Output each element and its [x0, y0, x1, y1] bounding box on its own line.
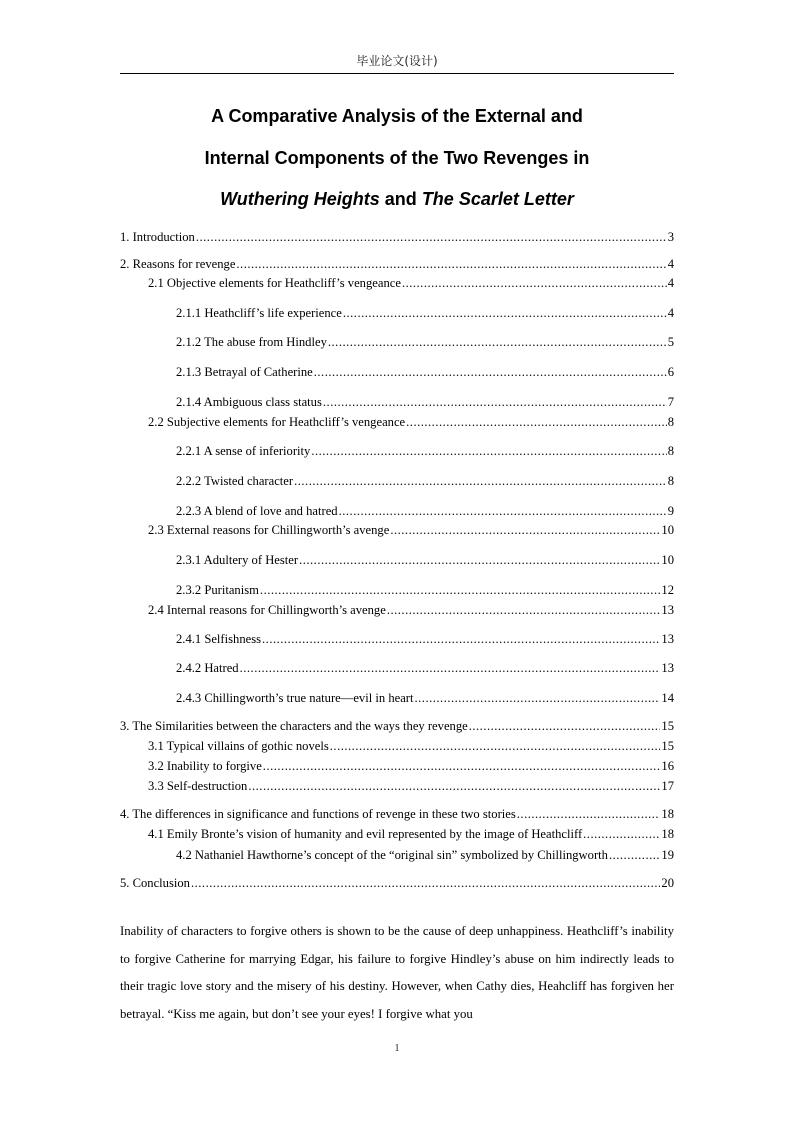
toc-leader-dots [263, 759, 661, 774]
toc-leader-dots [402, 276, 667, 291]
toc-entry-label: 2.4.2 Hatred [176, 661, 239, 675]
toc-entry[interactable] [176, 335, 674, 350]
toc-entry-label: 2.1.1 Heathcliff’s life experience [176, 306, 342, 320]
toc-entry[interactable] [148, 523, 674, 538]
toc-entry-label: 4. The differences in significance and functions of revenge in these two stories [120, 807, 516, 821]
toc-entry[interactable] [176, 306, 674, 321]
toc-leader-dots [196, 230, 667, 245]
toc-entry-label: 5. Conclusion [120, 876, 190, 890]
toc-entry[interactable] [176, 504, 674, 519]
running-header: 毕业论文(设计) [356, 54, 438, 68]
toc-leader-dots [236, 257, 666, 272]
toc-entry-label: 2.1.2 The abuse from Hindley [176, 335, 327, 349]
toc-entry[interactable] [120, 876, 674, 891]
toc-leader-dots [262, 632, 660, 647]
toc-entry-label: 2.3.1 Adultery of Hester [176, 553, 299, 567]
toc-leader-dots [191, 876, 660, 891]
toc-leader-dots [330, 739, 661, 754]
toc-entry-label: 2.2 Subjective elements for Heathcliff’s vengeance [148, 415, 406, 429]
body-paragraph: Inability of characters to forgive others is shown to be the cause of deep unhappiness. Heathcliff’s inability to forgive Catherine for marrying Edgar, his failure to forgive Hindley’s abuse on him indirectly leads to their tragic love story and the misery of his destiny. However, when Cathy dies, Heahcliff has forgiven her betrayal. “Kiss me again, but don’t see your eyes! I forgive what you [120, 924, 674, 1021]
toc-entry[interactable] [176, 691, 674, 706]
toc-leader-dots [328, 335, 667, 350]
toc-entry[interactable] [148, 759, 674, 774]
toc-entry[interactable] [176, 661, 674, 676]
toc-entry-label: 2.1.4 Ambiguous class status [176, 395, 322, 409]
toc-entry-page: 12 [661, 583, 674, 597]
title-work-1: Wuthering Heights [220, 189, 380, 209]
toc-leader-dots [311, 444, 666, 459]
toc-entry-label: 1. Introduction [120, 230, 195, 244]
toc-entry-page: 20 [661, 876, 674, 890]
toc-entry-label: 2.1.3 Betrayal of Catherine [176, 365, 313, 379]
toc-entry-page: 13 [661, 661, 674, 675]
toc-leader-dots [299, 553, 660, 568]
title-conjunction: and [379, 189, 422, 209]
toc-leader-dots [469, 719, 661, 734]
title-line-3 [120, 189, 674, 210]
toc-entry-label: 2.4 Internal reasons for Chillingworth’s avenge [148, 603, 386, 617]
toc-entry[interactable] [148, 603, 674, 618]
toc-entry[interactable] [148, 827, 674, 842]
toc-leader-dots [406, 415, 667, 430]
toc-entry-page: 13 [661, 632, 674, 646]
toc-entry[interactable] [148, 415, 674, 430]
toc-entry-label: 3.2 Inability to forgive [148, 759, 262, 773]
toc-entry-page: 4 [667, 306, 674, 320]
toc-entry-page: 18 [661, 807, 674, 821]
toc-entry-page: 19 [661, 848, 674, 862]
toc-entry-page: 18 [661, 827, 674, 841]
toc-leader-dots [314, 365, 667, 380]
toc-entry-label: 2.2.2 Twisted character [176, 474, 294, 488]
toc-leader-dots [323, 395, 667, 410]
toc-entry-label: 2.2.3 A blend of love and hatred [176, 504, 338, 518]
toc-entry-label: 2.1 Objective elements for Heathcliff’s vengeance [148, 276, 401, 290]
toc-entry-page: 6 [667, 365, 674, 379]
toc-entry-page: 16 [661, 759, 674, 773]
toc-leader-dots [415, 691, 661, 706]
toc-leader-dots [517, 807, 661, 822]
toc-entry-page: 4 [667, 257, 674, 271]
toc-entry-page: 10 [661, 553, 674, 567]
toc-entry[interactable] [120, 230, 674, 245]
toc-entry-page: 9 [667, 504, 674, 518]
toc-entry[interactable] [120, 257, 674, 272]
toc-entry[interactable] [176, 474, 674, 489]
toc-entry-label: 3.1 Typical villains of gothic novels [148, 739, 329, 753]
title-work-2: The Scarlet Letter [421, 189, 574, 209]
toc-leader-dots [294, 474, 667, 489]
toc-entry[interactable] [176, 395, 674, 410]
toc-entry-page: 14 [661, 691, 674, 705]
toc-leader-dots [248, 779, 660, 794]
toc-entry[interactable] [148, 739, 674, 754]
toc-entry-label: 2.2.1 A sense of inferiority [176, 444, 311, 458]
toc-leader-dots [343, 306, 667, 321]
toc-entry-label: 3.3 Self-destruction [148, 779, 248, 793]
toc-leader-dots [339, 504, 667, 519]
toc-entry-label: 2.3.2 Puritanism [176, 583, 259, 597]
toc-entry-page: 15 [661, 739, 674, 753]
toc-entry-label: 4.1 Emily Bronte’s vision of humanity and evil represented by the image of Heathcliff [148, 827, 583, 841]
toc-entry[interactable] [176, 848, 674, 863]
toc-leader-dots [240, 661, 661, 676]
toc-leader-dots [583, 827, 660, 842]
toc-entry-label: 2.3 External reasons for Chillingworth’s avenge [148, 523, 390, 537]
toc-entry-page: 10 [661, 523, 674, 537]
toc-entry-page: 3 [667, 230, 674, 244]
toc-entry-label: 2. Reasons for revenge [120, 257, 236, 271]
toc-entry-label: 3. The Similarities between the characters and the ways they revenge [120, 719, 468, 733]
toc-entry-label: 4.2 Nathaniel Hawthorne’s concept of the “original sin” symbolized by Chillingworth [176, 848, 608, 862]
page-number: 1 [394, 1042, 400, 1054]
toc-entry[interactable] [148, 779, 674, 794]
toc-entry-label: 2.4.1 Selfishness [176, 632, 262, 646]
toc-entry-page: 7 [667, 395, 674, 409]
toc-entry-page: 17 [661, 779, 674, 793]
toc-leader-dots [609, 848, 660, 863]
title-line-1: A Comparative Analysis of the External and [211, 106, 583, 126]
toc-entry[interactable] [176, 583, 674, 598]
toc-entry-page: 8 [667, 474, 674, 488]
toc-entry-page: 8 [667, 415, 674, 429]
toc-entry[interactable] [176, 553, 674, 568]
toc-leader-dots [260, 583, 660, 598]
toc-entry[interactable] [176, 365, 674, 380]
toc-entry[interactable] [120, 719, 674, 734]
toc-entry[interactable] [148, 276, 674, 291]
header-rule [120, 73, 674, 74]
toc-entry[interactable] [120, 807, 674, 822]
toc-entry-page: 15 [661, 719, 674, 733]
toc-entry[interactable] [176, 444, 674, 459]
toc-entry-page: 4 [667, 276, 674, 290]
toc-entry-page: 13 [661, 603, 674, 617]
toc-entry[interactable] [176, 632, 674, 647]
title-line-2: Internal Components of the Two Revenges in [204, 148, 590, 168]
toc-leader-dots [390, 523, 660, 538]
toc-entry-page: 5 [667, 335, 674, 349]
toc-entry-page: 8 [667, 444, 674, 458]
toc-leader-dots [387, 603, 661, 618]
toc-entry-label: 2.4.3 Chillingworth’s true nature—evil in heart [176, 691, 414, 705]
